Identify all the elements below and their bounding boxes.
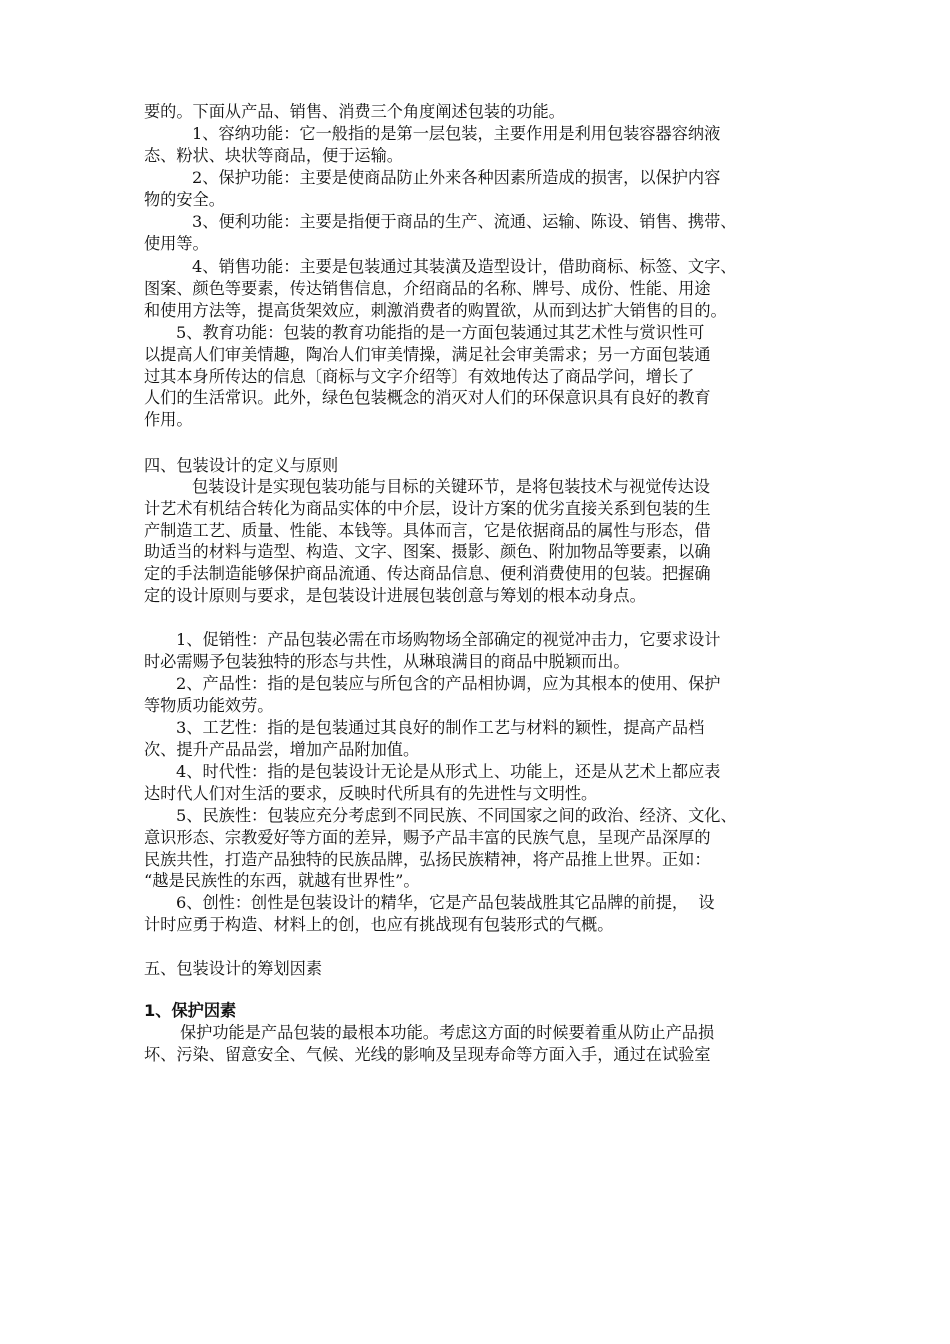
- text-line: 图案、颜色等要素，传达销售信息，介绍商品的名称、牌号、成份、性能、用途: [144, 278, 711, 298]
- text-line: 6、创性：创性是包装设计的精华，它是产品包装战胜其它品牌的前提， 设: [176, 893, 715, 912]
- para-ethnic: [144, 805, 820, 892]
- text-line: 作用。: [144, 410, 193, 430]
- para-innovation: [144, 892, 820, 936]
- para-education-function: [144, 322, 820, 431]
- text-line: 产制造工艺、质量、性能、本钱等。具体而言，它是依据商品的属性与形态，借: [144, 520, 711, 540]
- text-line: 5、民族性：包装应充分考虑到不同民族、不同国家之间的政治、经济、文化、: [176, 806, 737, 825]
- text-line: 物的安全。: [144, 189, 225, 209]
- text-line: 2、产品性：指的是包装应与所包含的产品相协调，应为其根本的使用、保护: [176, 674, 721, 693]
- text-line: 次、提升产品品尝，增加产品附加值。: [144, 739, 420, 759]
- text-line: 计时应勇于构造、材料上的创，也应有挑战现有包装形式的气概。: [144, 914, 614, 934]
- text-line: 2、保护功能：主要是使商品防止外来各种因素所造成的损害，以保护内容: [192, 168, 721, 187]
- section-heading-4: [144, 455, 820, 477]
- text-line: 人们的生活常识。此外，绿色包装概念的消灭对人们的环保意识具有良好的教育: [144, 388, 711, 408]
- text-line: 3、工艺性：指的是包装通过其良好的制作工艺与材料的颖性，提高产品档: [176, 718, 705, 737]
- text-line: 计艺术有机结合转化为商品实体的中介层，设计方案的优劣直接关系到包装的生: [144, 498, 711, 518]
- subheading-protection: [144, 1000, 820, 1022]
- text-line: 5、教育功能：包装的教育功能指的是一方面包装通过其艺术性与赏识性可: [176, 323, 705, 342]
- text-line: 3、便利功能：主要是指便于商品的生产、流通、运输、陈设、销售、携带、: [192, 212, 737, 231]
- heading-text: 1、保护因素: [144, 1001, 237, 1020]
- text-line: 意识形态、宗教爱好等方面的差异，赐予产品丰富的民族气息，呈现产品深厚的: [144, 827, 711, 847]
- text-line: “越是民族性的东西，就越有世界性”。: [144, 871, 420, 891]
- text-line: 定的设计原则与要求，是包装设计进展包装创意与筹划的根本动身点。: [144, 585, 646, 605]
- text-line: 和使用方法等，提高货架效应，刺激消费者的购置欲，从而到达扩大销售的目的。: [144, 300, 727, 320]
- text-line: 以提高人们审美情趣，陶冶人们审美情操，满足社会审美需求；另一方面包装通: [144, 344, 711, 364]
- para-product: [144, 673, 820, 717]
- para-era: [144, 761, 820, 805]
- para-promotion: [144, 629, 820, 673]
- para-protection-function: [144, 167, 820, 211]
- text-line: 达时代人们对生活的要求，反映时代所具有的先进性与文明性。: [144, 783, 598, 803]
- heading-text: 四、包装设计的定义与原则: [144, 456, 339, 475]
- text-line: 使用等。: [144, 233, 209, 253]
- para-sales-function: [144, 256, 820, 321]
- text-line: 定的手法制造能够保护商品流通、传达商品信息、便利消费使用的包装。把握确: [144, 564, 711, 584]
- text-line: 过其本身所传达的信息〔商标与文字介绍等〕有效地传达了商品学问，增长了: [144, 366, 695, 386]
- para-design-definition: [144, 476, 820, 607]
- para-protection-factor: [144, 1022, 820, 1066]
- text-line: 助适当的材料与造型、构造、文字、图案、摄影、颜色、附加物品等要素，以确: [144, 542, 711, 562]
- text-line: 包装设计是实现包装功能与目标的关键环节，是将包装技术与视觉传达设: [192, 477, 710, 496]
- text-line: 4、时代性：指的是包装设计无论是从形式上、功能上，还是从艺术上都应表: [176, 762, 721, 781]
- para-craft: [144, 717, 820, 761]
- text-line: 时必需赐予包装独特的形态与共性，从琳琅满目的商品中脱颖而出。: [144, 651, 630, 671]
- text-line: 保护功能是产品包装的最根本功能。考虑这方面的时候要着重从防止产品损: [180, 1023, 715, 1042]
- text-line: 态、粉状、块状等商品，便于运输。: [144, 145, 403, 165]
- text-line: 坏、污染、留意安全、气候、光线的影响及呈现寿命等方面入手，通过在试验室: [144, 1044, 711, 1064]
- text-line: 1、容纳功能：它一般指的是第一层包装，主要作用是利用包装容器容纳液: [192, 124, 721, 143]
- para-intro: [144, 101, 820, 123]
- text-line: 等物质功能效劳。: [144, 695, 274, 715]
- text-line: 要的。下面从产品、销售、消费三个角度阐述包装的功能。: [144, 102, 565, 121]
- section-heading-5: [144, 958, 820, 980]
- text-line: 1、促销性：产品包装必需在市场购物场全部确定的视觉冲击力，它要求设计: [176, 630, 721, 649]
- para-container-function: [144, 123, 820, 167]
- para-convenience-function: [144, 211, 820, 255]
- text-line: 民族共性，打造产品独特的民族品牌，弘扬民族精神，将产品推上世界。正如：: [144, 849, 711, 869]
- text-line: 4、销售功能：主要是包装通过其装潢及造型设计，借助商标、标签、文字、: [192, 257, 737, 276]
- heading-text: 五、包装设计的筹划因素: [144, 959, 323, 978]
